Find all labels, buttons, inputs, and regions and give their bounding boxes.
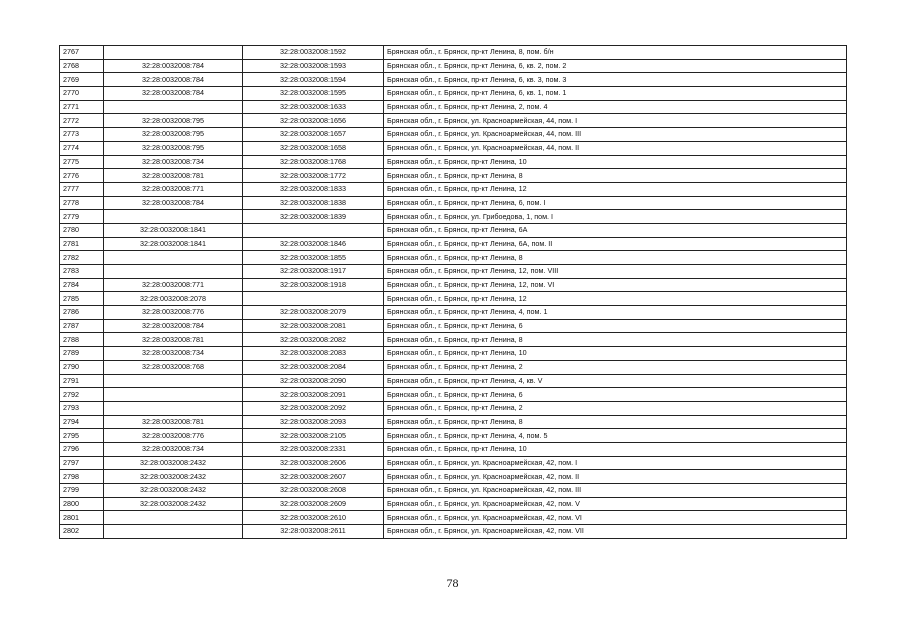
table-row — [60, 292, 847, 306]
cadastral-number-cell: 32:28:0032008:1833 — [243, 182, 384, 196]
table-row — [60, 73, 847, 87]
address-cell: Брянская обл., г. Брянск, пр-кт Ленина, 6, кв. 2, пом. 2 — [384, 59, 847, 73]
cadastral-number-cell — [243, 223, 384, 237]
parent-cadastral-cell: 32:28:0032008:795 — [104, 114, 243, 128]
parent-cadastral-cell — [104, 388, 243, 402]
table-row — [60, 210, 847, 224]
cadastral-number-cell: 32:28:0032008:2607 — [243, 470, 384, 484]
cadastral-number-cell: 32:28:0032008:1657 — [243, 128, 384, 142]
cadastral-number-cell: 32:28:0032008:1839 — [243, 210, 384, 224]
address-cell: Брянская обл., г. Брянск, пр-кт Ленина, 6, пом. I — [384, 196, 847, 210]
table-row — [60, 525, 847, 539]
row-number-cell: 2794 — [60, 415, 104, 429]
table-row — [60, 497, 847, 511]
parent-cadastral-cell: 32:28:0032008:768 — [104, 360, 243, 374]
row-number-cell: 2795 — [60, 429, 104, 443]
parent-cadastral-cell: 32:28:0032008:2432 — [104, 456, 243, 470]
table-row — [60, 251, 847, 265]
row-number-cell: 2775 — [60, 155, 104, 169]
address-cell: Брянская обл., г. Брянск, пр-кт Ленина, 8 — [384, 415, 847, 429]
address-cell: Брянская обл., г. Брянск, ул. Красноармейская, 42, пом. II — [384, 470, 847, 484]
cadastral-number-cell: 32:28:0032008:1838 — [243, 196, 384, 210]
address-cell: Брянская обл., г. Брянск, пр-кт Ленина, 8, пом. б/н — [384, 46, 847, 60]
table-row — [60, 169, 847, 183]
address-cell: Брянская обл., г. Брянск, пр-кт Ленина, 4, кв. V — [384, 374, 847, 388]
table-row — [60, 401, 847, 415]
row-number-cell: 2800 — [60, 497, 104, 511]
row-number-cell: 2779 — [60, 210, 104, 224]
table-row — [60, 306, 847, 320]
address-cell: Брянская обл., г. Брянск, ул. Красноармейская, 42, пом. VII — [384, 525, 847, 539]
address-cell: Брянская обл., г. Брянск, пр-кт Ленина, 6 — [384, 388, 847, 402]
cadastral-number-cell: 32:28:0032008:2084 — [243, 360, 384, 374]
address-cell: Брянская обл., г. Брянск, пр-кт Ленина, 12, пом. VI — [384, 278, 847, 292]
parent-cadastral-cell: 32:28:0032008:1841 — [104, 223, 243, 237]
table-row — [60, 429, 847, 443]
table-row — [60, 223, 847, 237]
table-row — [60, 470, 847, 484]
table-row — [60, 388, 847, 402]
row-number-cell: 2799 — [60, 484, 104, 498]
table-row — [60, 87, 847, 101]
parent-cadastral-cell: 32:28:0032008:784 — [104, 59, 243, 73]
cadastral-number-cell: 32:28:0032008:2610 — [243, 511, 384, 525]
parent-cadastral-cell: 32:28:0032008:795 — [104, 128, 243, 142]
parent-cadastral-cell: 32:28:0032008:734 — [104, 347, 243, 361]
row-number-cell: 2769 — [60, 73, 104, 87]
address-cell: Брянская обл., г. Брянск, пр-кт Ленина, 8 — [384, 251, 847, 265]
parent-cadastral-cell: 32:28:0032008:2078 — [104, 292, 243, 306]
cadastral-number-cell: 32:28:0032008:2081 — [243, 319, 384, 333]
row-number-cell: 2777 — [60, 182, 104, 196]
parent-cadastral-cell: 32:28:0032008:2432 — [104, 470, 243, 484]
cadastral-number-cell: 32:28:0032008:2091 — [243, 388, 384, 402]
address-cell: Брянская обл., г. Брянск, пр-кт Ленина, 6, кв. 1, пом. 1 — [384, 87, 847, 101]
parent-cadastral-cell: 32:28:0032008:2432 — [104, 484, 243, 498]
cadastral-number-cell: 32:28:0032008:1772 — [243, 169, 384, 183]
table-row — [60, 196, 847, 210]
table-row — [60, 128, 847, 142]
cadastral-number-cell: 32:28:0032008:2083 — [243, 347, 384, 361]
row-number-cell: 2796 — [60, 442, 104, 456]
row-number-cell: 2802 — [60, 525, 104, 539]
parent-cadastral-cell — [104, 401, 243, 415]
cadastral-number-cell: 32:28:0032008:1768 — [243, 155, 384, 169]
row-number-cell: 2789 — [60, 347, 104, 361]
address-cell: Брянская обл., г. Брянск, пр-кт Ленина, 2 — [384, 401, 847, 415]
parent-cadastral-cell: 32:28:0032008:771 — [104, 278, 243, 292]
address-cell: Брянская обл., г. Брянск, пр-кт Ленина, 12 — [384, 182, 847, 196]
row-number-cell: 2792 — [60, 388, 104, 402]
cadastral-number-cell: 32:28:0032008:1846 — [243, 237, 384, 251]
row-number-cell: 2791 — [60, 374, 104, 388]
table-row — [60, 237, 847, 251]
table-row — [60, 141, 847, 155]
table-row — [60, 511, 847, 525]
row-number-cell: 2784 — [60, 278, 104, 292]
address-cell: Брянская обл., г. Брянск, ул. Красноармейская, 44, пом. I — [384, 114, 847, 128]
table-row — [60, 265, 847, 279]
table-row — [60, 333, 847, 347]
address-cell: Брянская обл., г. Брянск, пр-кт Ленина, 4, пом. 1 — [384, 306, 847, 320]
table-row — [60, 114, 847, 128]
parent-cadastral-cell: 32:28:0032008:1841 — [104, 237, 243, 251]
cadastral-table — [59, 45, 847, 539]
cadastral-number-cell: 32:28:0032008:1595 — [243, 87, 384, 101]
row-number-cell: 2788 — [60, 333, 104, 347]
row-number-cell: 2768 — [60, 59, 104, 73]
row-number-cell: 2801 — [60, 511, 104, 525]
cadastral-number-cell: 32:28:0032008:2092 — [243, 401, 384, 415]
row-number-cell: 2776 — [60, 169, 104, 183]
table-row — [60, 360, 847, 374]
parent-cadastral-cell: 32:28:0032008:784 — [104, 196, 243, 210]
parent-cadastral-cell — [104, 46, 243, 60]
table-row — [60, 278, 847, 292]
cadastral-number-cell: 32:28:0032008:1593 — [243, 59, 384, 73]
cadastral-number-cell: 32:28:0032008:2606 — [243, 456, 384, 470]
row-number-cell: 2772 — [60, 114, 104, 128]
parent-cadastral-cell: 32:28:0032008:784 — [104, 319, 243, 333]
address-cell: Брянская обл., г. Брянск, пр-кт Ленина, 12 — [384, 292, 847, 306]
cadastral-number-cell: 32:28:0032008:1855 — [243, 251, 384, 265]
cadastral-number-cell: 32:28:0032008:1658 — [243, 141, 384, 155]
address-cell: Брянская обл., г. Брянск, пр-кт Ленина, 2 — [384, 360, 847, 374]
parent-cadastral-cell — [104, 525, 243, 539]
row-number-cell: 2786 — [60, 306, 104, 320]
parent-cadastral-cell — [104, 210, 243, 224]
row-number-cell: 2798 — [60, 470, 104, 484]
address-cell: Брянская обл., г. Брянск, ул. Красноармейская, 44, пом. III — [384, 128, 847, 142]
cadastral-number-cell: 32:28:0032008:1594 — [243, 73, 384, 87]
parent-cadastral-cell: 32:28:0032008:795 — [104, 141, 243, 155]
address-cell: Брянская обл., г. Брянск, пр-кт Ленина, 6, кв. 3, пом. 3 — [384, 73, 847, 87]
page-number: 78 — [446, 576, 459, 590]
row-number-cell: 2787 — [60, 319, 104, 333]
parent-cadastral-cell: 32:28:0032008:776 — [104, 306, 243, 320]
cadastral-number-cell: 32:28:0032008:1917 — [243, 265, 384, 279]
row-number-cell: 2774 — [60, 141, 104, 155]
parent-cadastral-cell: 32:28:0032008:781 — [104, 333, 243, 347]
table-row — [60, 46, 847, 60]
address-cell: Брянская обл., г. Брянск, пр-кт Ленина, 10 — [384, 442, 847, 456]
table-row — [60, 374, 847, 388]
table-row — [60, 59, 847, 73]
address-cell: Брянская обл., г. Брянск, пр-кт Ленина, 12, пом. VIII — [384, 265, 847, 279]
table-row — [60, 100, 847, 114]
address-cell: Брянская обл., г. Брянск, пр-кт Ленина, 8 — [384, 169, 847, 183]
cadastral-number-cell: 32:28:0032008:2611 — [243, 525, 384, 539]
address-cell: Брянская обл., г. Брянск, пр-кт Ленина, 2, пом. 4 — [384, 100, 847, 114]
row-number-cell: 2793 — [60, 401, 104, 415]
cadastral-number-cell: 32:28:0032008:2105 — [243, 429, 384, 443]
address-cell: Брянская обл., г. Брянск, пр-кт Ленина, 6А — [384, 223, 847, 237]
parent-cadastral-cell — [104, 251, 243, 265]
row-number-cell: 2785 — [60, 292, 104, 306]
parent-cadastral-cell — [104, 100, 243, 114]
cadastral-number-cell: 32:28:0032008:1918 — [243, 278, 384, 292]
parent-cadastral-cell: 32:28:0032008:781 — [104, 415, 243, 429]
cadastral-number-cell: 32:28:0032008:2082 — [243, 333, 384, 347]
cadastral-number-cell: 32:28:0032008:2608 — [243, 484, 384, 498]
table-row — [60, 456, 847, 470]
cadastral-number-cell: 32:28:0032008:2609 — [243, 497, 384, 511]
row-number-cell: 2780 — [60, 223, 104, 237]
address-cell: Брянская обл., г. Брянск, ул. Красноармейская, 42, пом. I — [384, 456, 847, 470]
address-cell: Брянская обл., г. Брянск, пр-кт Ленина, 8 — [384, 333, 847, 347]
table-body — [60, 46, 847, 539]
address-cell: Брянская обл., г. Брянск, ул. Красноармейская, 44, пом. II — [384, 141, 847, 155]
row-number-cell: 2778 — [60, 196, 104, 210]
address-cell: Брянская обл., г. Брянск, пр-кт Ленина, 6А, пом. II — [384, 237, 847, 251]
row-number-cell: 2771 — [60, 100, 104, 114]
row-number-cell: 2773 — [60, 128, 104, 142]
parent-cadastral-cell: 32:28:0032008:784 — [104, 87, 243, 101]
table-row — [60, 319, 847, 333]
row-number-cell: 2797 — [60, 456, 104, 470]
parent-cadastral-cell — [104, 511, 243, 525]
parent-cadastral-cell: 32:28:0032008:734 — [104, 155, 243, 169]
table-row — [60, 155, 847, 169]
cadastral-number-cell — [243, 292, 384, 306]
address-cell: Брянская обл., г. Брянск, ул. Красноармейская, 42, пом. V — [384, 497, 847, 511]
row-number-cell: 2767 — [60, 46, 104, 60]
address-cell: Брянская обл., г. Брянск, ул. Красноармейская, 42, пом. VI — [384, 511, 847, 525]
address-cell: Брянская обл., г. Брянск, пр-кт Ленина, 10 — [384, 347, 847, 361]
parent-cadastral-cell: 32:28:0032008:771 — [104, 182, 243, 196]
table-row — [60, 484, 847, 498]
parent-cadastral-cell: 32:28:0032008:2432 — [104, 497, 243, 511]
table-row — [60, 415, 847, 429]
row-number-cell: 2781 — [60, 237, 104, 251]
address-cell: Брянская обл., г. Брянск, ул. Красноармейская, 42, пом. III — [384, 484, 847, 498]
table-row — [60, 182, 847, 196]
cadastral-number-cell: 32:28:0032008:2093 — [243, 415, 384, 429]
cadastral-number-cell: 32:28:0032008:1633 — [243, 100, 384, 114]
address-cell: Брянская обл., г. Брянск, пр-кт Ленина, 4, пом. 5 — [384, 429, 847, 443]
cadastral-number-cell: 32:28:0032008:2079 — [243, 306, 384, 320]
parent-cadastral-cell: 32:28:0032008:781 — [104, 169, 243, 183]
cadastral-number-cell: 32:28:0032008:2331 — [243, 442, 384, 456]
parent-cadastral-cell: 32:28:0032008:776 — [104, 429, 243, 443]
cadastral-number-cell: 32:28:0032008:1656 — [243, 114, 384, 128]
row-number-cell: 2783 — [60, 265, 104, 279]
table-row — [60, 442, 847, 456]
parent-cadastral-cell — [104, 374, 243, 388]
table-row — [60, 347, 847, 361]
cadastral-number-cell: 32:28:0032008:2090 — [243, 374, 384, 388]
cadastral-number-cell: 32:28:0032008:1592 — [243, 46, 384, 60]
address-cell: Брянская обл., г. Брянск, пр-кт Ленина, 10 — [384, 155, 847, 169]
row-number-cell: 2782 — [60, 251, 104, 265]
parent-cadastral-cell: 32:28:0032008:784 — [104, 73, 243, 87]
address-cell: Брянская обл., г. Брянск, ул. Грибоедова, 1, пом. I — [384, 210, 847, 224]
row-number-cell: 2770 — [60, 87, 104, 101]
parent-cadastral-cell — [104, 265, 243, 279]
address-cell: Брянская обл., г. Брянск, пр-кт Ленина, 6 — [384, 319, 847, 333]
row-number-cell: 2790 — [60, 360, 104, 374]
parent-cadastral-cell: 32:28:0032008:734 — [104, 442, 243, 456]
